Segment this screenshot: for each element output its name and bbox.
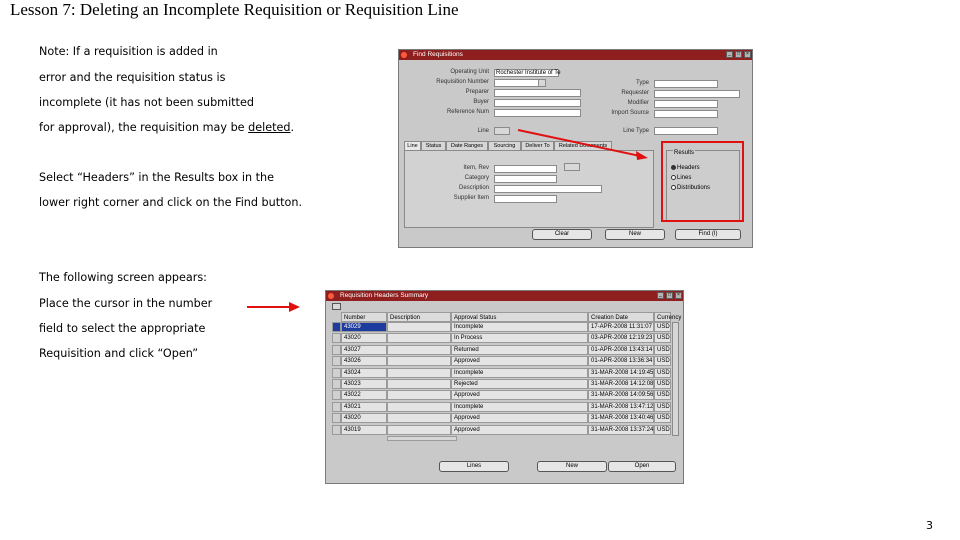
open-button[interactable]: Open <box>608 461 676 472</box>
item-rev-label: Item, Rev <box>463 165 489 171</box>
line-type-label: Line Type <box>623 128 649 134</box>
cell-currency[interactable]: USD <box>654 402 671 412</box>
cell-number[interactable]: 43029 <box>341 322 387 332</box>
minimize-icon[interactable]: _ <box>726 51 733 58</box>
note-line-4-pre: for approval), the requisition may be <box>39 121 249 134</box>
page-number: 3 <box>926 519 933 532</box>
deleted-link[interactable]: deleted <box>248 121 291 134</box>
arrow-to-number-field <box>247 302 300 312</box>
note-line-2: error and the requisition status is <box>39 71 226 84</box>
maximize-icon[interactable]: □ <box>667 292 672 298</box>
line-label: Line <box>477 128 489 134</box>
note-line-1: Note: If a requisition is added in <box>39 45 218 58</box>
cell-approval-status[interactable]: Incomplete <box>451 322 588 332</box>
operating-unit-field[interactable]: Rochester Institute of Te <box>496 70 561 76</box>
col-approval-status-header[interactable]: Approval Status <box>451 312 588 322</box>
minimize-icon[interactable]: _ <box>657 292 664 299</box>
lesson-title: Lesson 7: Deleting an Incomplete Requisition or Requisition Line <box>10 0 459 19</box>
clear-button[interactable]: Clear <box>532 229 592 240</box>
operating-unit-label: Operating Unit <box>450 69 489 75</box>
new-button[interactable]: New <box>537 461 607 472</box>
select-headers-line-2: lower right corner and click on the Find button. <box>39 196 303 209</box>
radio-lines-label: Lines <box>677 175 692 182</box>
place-cursor-line-1: Place the cursor in the number <box>39 297 213 310</box>
preparer-label: Preparer <box>465 89 489 95</box>
cell-currency[interactable]: USD <box>654 379 671 389</box>
cell-currency[interactable]: USD <box>654 425 671 435</box>
col-creation-date-header[interactable]: Creation Date <box>588 312 654 322</box>
cell-creation-date[interactable]: 17-APR-2008 11:31:07 <box>588 322 654 332</box>
cell-currency[interactable]: USD <box>654 390 671 400</box>
tab-date-ranges[interactable]: Date Ranges <box>446 141 488 150</box>
tab-sourcing[interactable]: Sourcing <box>488 141 521 150</box>
cell-approval-status[interactable]: Approved <box>451 413 588 423</box>
arrow-to-results <box>518 130 648 160</box>
reference-num-label: Reference Num <box>446 109 489 115</box>
description-label: Description <box>458 185 489 191</box>
cell-approval-status[interactable]: Rejected <box>451 379 588 389</box>
cell-approval-status[interactable]: Incomplete <box>451 402 588 412</box>
close-icon[interactable]: × <box>675 292 682 299</box>
screen-appears-text: The following screen appears: <box>39 271 207 284</box>
import-source-label: Import Source <box>611 110 649 116</box>
results-title: Results <box>674 150 695 156</box>
note-line-4-post: . <box>290 121 295 134</box>
cell-currency[interactable]: USD <box>654 322 671 332</box>
cell-creation-date[interactable]: 01-APR-2008 13:43:14 <box>588 345 654 355</box>
cell-approval-status[interactable]: Approved <box>451 390 588 400</box>
cell-creation-date[interactable]: 31-MAR-2008 13:40:46 <box>588 413 654 423</box>
lines-button[interactable]: Lines <box>439 461 509 472</box>
cell-creation-date[interactable]: 31-MAR-2008 14:19:45 <box>588 368 654 378</box>
cell-number[interactable]: 43019 <box>341 425 387 435</box>
cell-currency[interactable]: USD <box>654 368 671 378</box>
cell-number[interactable]: 43024 <box>341 368 387 378</box>
cell-approval-status[interactable]: Approved <box>451 425 588 435</box>
cell-number[interactable]: 43020 <box>341 413 387 423</box>
close-icon[interactable]: × <box>744 51 751 58</box>
radio-headers-label: Headers <box>677 165 700 172</box>
note-line-3: incomplete (it has not been submitted <box>39 96 254 109</box>
cell-currency[interactable]: USD <box>654 413 671 423</box>
col-description-header[interactable]: Description <box>387 312 451 322</box>
summary-window-title: Requisition Headers Summary <box>340 292 429 299</box>
cell-currency[interactable]: USD <box>654 345 671 355</box>
maximize-icon[interactable]: □ <box>736 51 741 57</box>
cell-number[interactable]: 43020 <box>341 333 387 343</box>
col-number-header[interactable]: Number <box>341 312 387 322</box>
cell-approval-status[interactable]: Incomplete <box>451 368 588 378</box>
radio-distributions-label: Distributions <box>677 185 711 192</box>
cell-number[interactable]: 43023 <box>341 379 387 389</box>
cell-number[interactable]: 43022 <box>341 390 387 400</box>
cell-number[interactable]: 43026 <box>341 356 387 366</box>
new-button[interactable]: New <box>605 229 665 240</box>
find-button[interactable]: Find (I) <box>675 229 741 240</box>
select-headers-line-1: Select “Headers” in the Results box in the <box>39 171 274 184</box>
modifier-label: Modifier <box>627 100 649 106</box>
cell-approval-status[interactable]: Approved <box>451 356 588 366</box>
cell-creation-date[interactable]: 31-MAR-2008 14:09:56 <box>588 390 654 400</box>
type-label: Type <box>635 80 649 86</box>
cell-approval-status[interactable]: In Process <box>451 333 588 343</box>
find-window-title: Find Requisitions <box>413 51 463 58</box>
cell-creation-date[interactable]: 01-APR-2008 13:36:34 <box>588 356 654 366</box>
place-cursor-line-3: Requisition and click “Open” <box>39 347 198 360</box>
tab-line[interactable]: Line <box>404 141 421 151</box>
tab-deliver-to[interactable]: Deliver To <box>521 141 554 150</box>
supplier-item-label: Supplier Item <box>453 195 489 201</box>
cell-creation-date[interactable]: 31-MAR-2008 13:37:24 <box>588 425 654 435</box>
col-currency-header[interactable]: Currency <box>654 312 671 322</box>
requester-label: Requester <box>621 90 649 96</box>
cell-creation-date[interactable]: 31-MAR-2008 14:12:08 <box>588 379 654 389</box>
cell-creation-date[interactable]: 03-APR-2008 12:19:23 <box>588 333 654 343</box>
cell-number[interactable]: 43027 <box>341 345 387 355</box>
cell-currency[interactable]: USD <box>654 333 671 343</box>
req-number-label: Requisition Number <box>436 79 489 85</box>
tab-related-documents[interactable]: Related Documents <box>554 141 612 150</box>
cell-currency[interactable]: USD <box>654 356 671 366</box>
cell-creation-date[interactable]: 31-MAR-2008 13:47:12 <box>588 402 654 412</box>
place-cursor-line-2: field to select the appropriate <box>39 322 206 335</box>
cell-approval-status[interactable]: Returned <box>451 345 588 355</box>
tab-status[interactable]: Status <box>421 141 446 150</box>
buyer-label: Buyer <box>473 99 489 105</box>
category-label: Category <box>464 175 489 181</box>
cell-number[interactable]: 43021 <box>341 402 387 412</box>
